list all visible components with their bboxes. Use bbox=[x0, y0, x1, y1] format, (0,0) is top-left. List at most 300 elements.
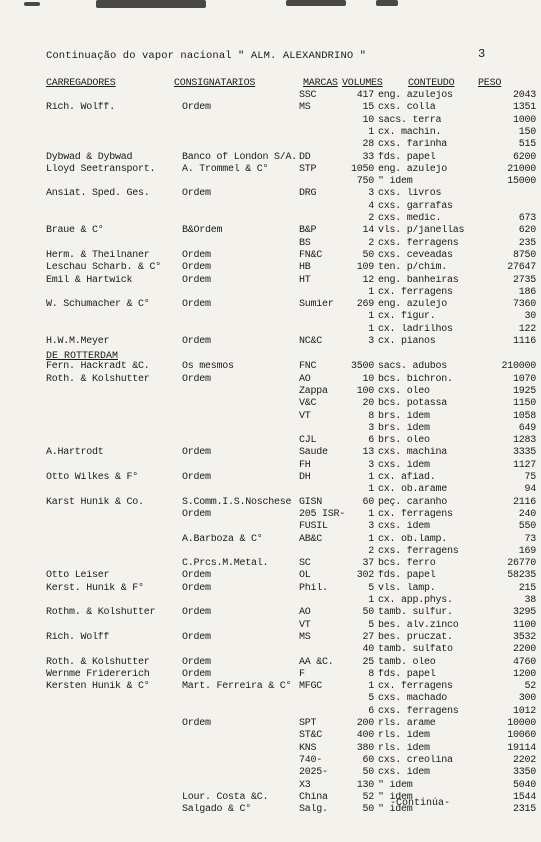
shipper-cell: Rich. Wolff bbox=[46, 631, 110, 643]
shipper-cell: Rothm. & Kolshutter bbox=[46, 607, 156, 619]
weight-cell: 1058 bbox=[512, 410, 536, 422]
weight-cell: 2315 bbox=[512, 804, 536, 816]
table-row bbox=[0, 250, 541, 262]
volumes-cell: 37 bbox=[362, 558, 374, 570]
table-row bbox=[0, 570, 541, 582]
weight-cell: 649 bbox=[518, 422, 536, 434]
weight-cell: 1150 bbox=[512, 398, 536, 410]
marks-cell: 2025- bbox=[299, 767, 328, 779]
table-row bbox=[0, 225, 541, 237]
shipper-cell: Lloyd Seetransport. bbox=[46, 163, 156, 175]
marks-cell: HT bbox=[299, 274, 311, 286]
contents-cell: eng. azulejos bbox=[378, 90, 453, 101]
contents-cell: cx. app.phys. bbox=[378, 595, 453, 606]
marks-cell: KNS bbox=[299, 742, 317, 754]
volumes-cell: 6 bbox=[368, 435, 374, 447]
volumes-cell: 13 bbox=[362, 447, 374, 459]
volumes-cell: 27 bbox=[362, 631, 374, 643]
shipper-cell: Ansiat. Sped. Ges. bbox=[46, 188, 150, 200]
weight-cell: 240 bbox=[518, 508, 536, 520]
consignee-cell: Ordem bbox=[182, 336, 211, 347]
weight-cell: 300 bbox=[518, 693, 536, 705]
weight-cell: 150 bbox=[518, 126, 536, 138]
table-row bbox=[0, 595, 541, 607]
marks-cell: NC&C bbox=[299, 336, 323, 347]
marks-cell: BS bbox=[299, 237, 311, 249]
weight-cell: 3532 bbox=[512, 631, 536, 643]
marks-cell: AO bbox=[299, 373, 311, 385]
volumes-cell: 3 bbox=[368, 188, 374, 200]
consignee-cell: Ordem bbox=[182, 188, 211, 200]
volumes-cell: 2 bbox=[368, 213, 374, 224]
weight-cell: 15000 bbox=[507, 176, 536, 188]
volumes-cell: 15 bbox=[362, 102, 374, 114]
contents-cell: cxs. ceveadas bbox=[378, 249, 453, 261]
table-row bbox=[0, 460, 541, 472]
table-row bbox=[0, 558, 541, 570]
weight-cell: 38 bbox=[524, 595, 536, 606]
weight-cell: 1012 bbox=[512, 705, 536, 717]
section-heading: DE ROTTERDAM bbox=[46, 351, 119, 362]
contents-cell: cxs. idem bbox=[378, 521, 430, 533]
consignee-cell: Ordem bbox=[182, 274, 211, 286]
volumes-cell: 380 bbox=[356, 742, 374, 754]
volumes-cell: 2 bbox=[368, 237, 374, 249]
marks-cell: FUSIL bbox=[299, 521, 328, 533]
table-row bbox=[0, 743, 541, 755]
marks-cell: HB bbox=[299, 262, 311, 274]
table-row bbox=[0, 583, 541, 595]
weight-cell: 210000 bbox=[501, 361, 536, 373]
contents-cell: " idem bbox=[378, 791, 413, 803]
contents-cell: fds. papel bbox=[378, 570, 436, 582]
table-row bbox=[0, 188, 541, 200]
contents-cell: peç. caranho bbox=[378, 496, 448, 508]
marks-cell: FN&C bbox=[299, 249, 323, 261]
volumes-cell: 1 bbox=[368, 323, 374, 335]
weight-cell: 1544 bbox=[512, 791, 536, 803]
contents-cell: cxs. ferragens bbox=[378, 545, 459, 557]
marks-cell: X3 bbox=[299, 779, 311, 791]
table-row bbox=[0, 755, 541, 767]
weight-cell: 1116 bbox=[512, 336, 536, 347]
consignee-cell: Ordem bbox=[182, 570, 211, 582]
volumes-cell: 60 bbox=[362, 496, 374, 508]
contents-cell: bcs. bichron. bbox=[378, 373, 453, 385]
contents-cell: cxs. medic. bbox=[378, 213, 442, 224]
shipper-cell: Otto Leiser bbox=[46, 570, 110, 582]
marks-cell: MS bbox=[299, 102, 311, 114]
volumes-cell: 130 bbox=[356, 779, 374, 791]
table-row bbox=[0, 681, 541, 693]
weight-cell: 5040 bbox=[512, 779, 536, 791]
weight-cell: 26770 bbox=[507, 558, 536, 570]
marks-cell: AO bbox=[299, 607, 311, 619]
table-row bbox=[0, 484, 541, 496]
table-row bbox=[0, 115, 541, 127]
volumes-cell: 50 bbox=[362, 607, 374, 619]
weight-cell: 1200 bbox=[512, 668, 536, 680]
weight-cell: 673 bbox=[518, 213, 536, 224]
table-row bbox=[0, 213, 541, 225]
column-header-carregadores: CARREGADORES bbox=[46, 78, 116, 89]
marks-cell: VT bbox=[299, 410, 311, 422]
contents-cell: cxs. creolina bbox=[378, 754, 453, 766]
marks-cell: ST&C bbox=[299, 730, 323, 742]
contents-cell: cx. ferragens bbox=[378, 681, 453, 693]
shipper-cell: Herm. & Theilnaner bbox=[46, 249, 150, 261]
weight-cell: 4760 bbox=[512, 656, 536, 668]
table-row bbox=[0, 693, 541, 705]
contents-cell: cxs. idem bbox=[378, 459, 430, 471]
shipper-cell: H.W.M.Meyer bbox=[46, 336, 110, 347]
contents-cell: bcs. ferro bbox=[378, 558, 436, 570]
table-row bbox=[0, 238, 541, 250]
column-header-volumes: VOLUMES bbox=[342, 78, 383, 89]
contents-cell: fds. papel bbox=[378, 151, 436, 163]
marks-cell: SPT bbox=[299, 718, 317, 729]
marks-cell: DD bbox=[299, 151, 311, 163]
volumes-cell: 1 bbox=[368, 484, 374, 496]
contents-cell: fds. papel bbox=[378, 668, 436, 680]
weight-cell: 19114 bbox=[507, 742, 536, 754]
contents-cell: brs. idem bbox=[378, 422, 430, 434]
volumes-cell: 750 bbox=[356, 176, 374, 188]
table-row bbox=[0, 632, 541, 644]
contents-cell: sacs. terra bbox=[378, 114, 442, 126]
table-row bbox=[0, 201, 541, 213]
volumes-cell: 50 bbox=[362, 804, 374, 816]
scan-mark bbox=[286, 0, 346, 6]
consignee-cell: Ordem bbox=[182, 299, 211, 311]
consignee-cell: Ordem bbox=[182, 631, 211, 643]
contents-cell: cxs. ferragens bbox=[378, 237, 459, 249]
column-header-peso: PESO bbox=[478, 78, 502, 89]
marks-cell: MS bbox=[299, 631, 311, 643]
weight-cell: 3295 bbox=[512, 607, 536, 619]
marks-cell: 740- bbox=[299, 754, 323, 766]
volumes-cell: 8 bbox=[368, 668, 374, 680]
weight-cell: 21000 bbox=[507, 163, 536, 175]
volumes-cell: 14 bbox=[362, 225, 374, 237]
consignee-cell: A.Barboza & C° bbox=[182, 533, 263, 545]
weight-cell: 186 bbox=[518, 286, 536, 298]
marks-cell: Sumier bbox=[299, 299, 334, 311]
table-row bbox=[0, 521, 541, 533]
volumes-cell: 1 bbox=[368, 286, 374, 298]
volumes-cell: 3 bbox=[368, 422, 374, 434]
weight-cell: 30 bbox=[524, 311, 536, 323]
volumes-cell: 302 bbox=[356, 570, 374, 582]
consignee-cell: Ordem bbox=[182, 249, 211, 261]
volumes-cell: 25 bbox=[362, 656, 374, 668]
column-header-marcas: MARCAS bbox=[303, 78, 338, 89]
table-row bbox=[0, 262, 541, 274]
scan-mark bbox=[24, 2, 40, 6]
table-row bbox=[0, 447, 541, 459]
contents-cell: " idem bbox=[378, 804, 413, 816]
weight-cell: 2200 bbox=[512, 644, 536, 656]
weight-cell: 6200 bbox=[512, 151, 536, 163]
weight-cell: 1925 bbox=[512, 385, 536, 397]
table-row bbox=[0, 509, 541, 521]
weight-cell: 1070 bbox=[512, 373, 536, 385]
table-row bbox=[0, 620, 541, 632]
weight-cell: 2043 bbox=[512, 90, 536, 101]
weight-cell: 52 bbox=[524, 681, 536, 693]
volumes-cell: 50 bbox=[362, 249, 374, 261]
column-header-consignatarios: CONSIGNATARIOS bbox=[174, 78, 256, 89]
marks-cell: STP bbox=[299, 163, 317, 175]
table-row bbox=[0, 361, 541, 373]
weight-cell: 550 bbox=[518, 521, 536, 533]
contents-cell: cx. pianos bbox=[378, 336, 436, 347]
contents-cell: cxs. colla bbox=[378, 102, 436, 114]
weight-cell: 8750 bbox=[512, 249, 536, 261]
marks-cell: B&P bbox=[299, 225, 317, 237]
volumes-cell: 4 bbox=[368, 200, 374, 212]
consignee-cell: Ordem bbox=[182, 668, 211, 680]
shipper-cell: Kerst. Hunik & F° bbox=[46, 582, 144, 594]
table-row bbox=[0, 311, 541, 323]
marks-cell: OL bbox=[299, 570, 311, 582]
contents-cell: vls. lamp. bbox=[378, 582, 436, 594]
weight-cell: 73 bbox=[524, 533, 536, 545]
table-row bbox=[0, 546, 541, 558]
weight-cell: 620 bbox=[518, 225, 536, 237]
consignee-cell: Salgado & C° bbox=[182, 804, 252, 816]
volumes-cell: 2 bbox=[368, 545, 374, 557]
table-row bbox=[0, 657, 541, 669]
contents-cell: bes. alv.zinco bbox=[378, 619, 459, 631]
marks-cell: Salg. bbox=[299, 804, 328, 816]
volumes-cell: 1 bbox=[368, 595, 374, 606]
marks-cell: VT bbox=[299, 619, 311, 631]
shipper-cell: Emil & Hartwick bbox=[46, 274, 133, 286]
weight-cell: 2735 bbox=[512, 274, 536, 286]
table-row bbox=[0, 275, 541, 287]
marks-cell: AB&C bbox=[299, 533, 323, 545]
contents-cell: cxs. ferragens bbox=[378, 705, 459, 717]
volumes-cell: 1 bbox=[368, 508, 374, 520]
consignee-cell: Os mesmos bbox=[182, 361, 234, 373]
volumes-cell: 5 bbox=[368, 619, 374, 631]
contents-cell: cx. afiad. bbox=[378, 472, 436, 483]
volumes-cell: 1 bbox=[368, 472, 374, 483]
table-row bbox=[0, 804, 541, 816]
table-row bbox=[0, 472, 541, 484]
table-row bbox=[0, 176, 541, 188]
contents-cell: rls. idem bbox=[378, 730, 430, 742]
continuation-note: -Continúa- bbox=[390, 798, 451, 809]
shipper-cell: Fern. Hackradt &C. bbox=[46, 361, 150, 373]
shipper-cell: Leschau Scharb. & C° bbox=[46, 262, 162, 274]
consignee-cell: Ordem bbox=[182, 447, 211, 459]
contents-cell: tamb. sulfur. bbox=[378, 607, 453, 619]
contents-cell: cxs. idem bbox=[378, 767, 430, 779]
shipper-cell: Roth. & Kolshutter bbox=[46, 373, 150, 385]
consignee-cell: Ordem bbox=[182, 607, 211, 619]
shipper-cell: Wernme Fridererich bbox=[46, 668, 150, 680]
marks-cell: GISN bbox=[299, 496, 323, 508]
shipper-cell: A.Hartrodt bbox=[46, 447, 104, 459]
marks-cell: Zappa bbox=[299, 385, 328, 397]
contents-cell: brs. oleo bbox=[378, 435, 430, 447]
page-number: 3 bbox=[478, 47, 486, 61]
table-row bbox=[0, 411, 541, 423]
weight-cell: 1351 bbox=[512, 102, 536, 114]
consignee-cell: Banco of London S/A. bbox=[182, 151, 298, 163]
table-row bbox=[0, 90, 541, 102]
table-row bbox=[0, 730, 541, 742]
contents-cell: tamb. sulfato bbox=[378, 644, 453, 656]
table-row bbox=[0, 336, 541, 348]
contents-cell: cx. machin. bbox=[378, 126, 442, 138]
table-row bbox=[0, 398, 541, 410]
consignee-cell: A. Trommel & C° bbox=[182, 163, 269, 175]
marks-cell: CJL bbox=[299, 435, 317, 447]
shipper-cell: Roth. & Kolshutter bbox=[46, 656, 150, 668]
volumes-cell: 8 bbox=[368, 410, 374, 422]
contents-cell: cx. ob.arame bbox=[378, 484, 448, 496]
consignee-cell: Ordem bbox=[182, 373, 211, 385]
weight-cell: 10000 bbox=[507, 718, 536, 729]
volumes-cell: 1050 bbox=[350, 163, 374, 175]
contents-cell: eng. banheiras bbox=[378, 274, 459, 286]
contents-cell: cxs. oleo bbox=[378, 385, 430, 397]
scan-mark bbox=[376, 0, 398, 6]
contents-cell: eng. azulejo bbox=[378, 163, 448, 175]
consignee-cell: B&Ordem bbox=[182, 225, 223, 237]
volumes-cell: 269 bbox=[356, 299, 374, 311]
volumes-cell: 1 bbox=[368, 681, 374, 693]
weight-cell: 2116 bbox=[512, 496, 536, 508]
contents-cell: cx. ferragens bbox=[378, 286, 453, 298]
table-row bbox=[0, 374, 541, 386]
table-row bbox=[0, 139, 541, 151]
contents-cell: tamb. oleo bbox=[378, 656, 436, 668]
weight-cell: 122 bbox=[518, 323, 536, 335]
volumes-cell: 3 bbox=[368, 459, 374, 471]
marks-cell: DRG bbox=[299, 188, 317, 200]
table-row bbox=[0, 792, 541, 804]
contents-cell: eng. azulejo bbox=[378, 299, 448, 311]
table-row bbox=[0, 435, 541, 447]
volumes-cell: 417 bbox=[356, 90, 374, 101]
weight-cell: 1283 bbox=[512, 435, 536, 447]
table-row bbox=[0, 780, 541, 792]
marks-cell: DH bbox=[299, 472, 311, 483]
table-row bbox=[0, 767, 541, 779]
marks-cell: China bbox=[299, 791, 328, 803]
weight-cell: 3350 bbox=[512, 767, 536, 779]
shipper-cell: Kersten Hunik & C° bbox=[46, 681, 150, 693]
consignee-cell: Ordem bbox=[182, 472, 211, 483]
volumes-cell: 1 bbox=[368, 533, 374, 545]
contents-cell: " idem bbox=[378, 779, 413, 791]
table-row bbox=[0, 324, 541, 336]
volumes-cell: 100 bbox=[356, 385, 374, 397]
marks-cell: SC bbox=[299, 558, 311, 570]
scan-mark bbox=[96, 0, 206, 8]
marks-cell: 205 ISR- bbox=[299, 508, 346, 520]
shipper-cell: Dybwad & Dybwad bbox=[46, 151, 133, 163]
table-row bbox=[0, 718, 541, 730]
table-row bbox=[0, 534, 541, 546]
table-row bbox=[0, 164, 541, 176]
contents-cell: sacs. adubos bbox=[378, 361, 448, 373]
consignee-cell: Lour. Costa &C. bbox=[182, 791, 269, 803]
shipper-cell: Rich. Wolff. bbox=[46, 102, 116, 114]
consignee-cell: Mart. Ferreira & C° bbox=[182, 681, 292, 693]
weight-cell: 169 bbox=[518, 545, 536, 557]
volumes-cell: 33 bbox=[362, 151, 374, 163]
contents-cell: vls. p/janellas bbox=[378, 225, 465, 237]
weight-cell: 94 bbox=[524, 484, 536, 496]
consignee-cell: S.Comm.I.S.Noschese bbox=[182, 496, 292, 508]
shipper-cell: Karst Hunik & Co. bbox=[46, 496, 144, 508]
marks-cell: F bbox=[299, 668, 305, 680]
volumes-cell: 3500 bbox=[350, 361, 374, 373]
weight-cell: 7360 bbox=[512, 299, 536, 311]
weight-cell: 27647 bbox=[507, 262, 536, 274]
volumes-cell: 20 bbox=[362, 398, 374, 410]
volumes-cell: 10 bbox=[362, 114, 374, 126]
marks-cell: MFGC bbox=[299, 681, 323, 693]
consignee-cell: C.Prcs.M.Metal. bbox=[182, 558, 269, 570]
contents-cell: cx. ferragens bbox=[378, 508, 453, 520]
weight-cell: 3335 bbox=[512, 447, 536, 459]
weight-cell: 58235 bbox=[507, 570, 536, 582]
shipper-cell: Braue & C° bbox=[46, 225, 104, 237]
document-title: Continuação do vapor nacional " ALM. ALEXANDRINO " bbox=[46, 50, 367, 62]
table-row bbox=[0, 102, 541, 114]
weight-cell: 1000 bbox=[512, 114, 536, 126]
volumes-cell: 5 bbox=[368, 693, 374, 705]
volumes-cell: 40 bbox=[362, 644, 374, 656]
shipper-cell: W. Schumacher & C° bbox=[46, 299, 150, 311]
marks-cell: FNC bbox=[299, 361, 317, 373]
consignee-cell: Ordem bbox=[182, 102, 211, 114]
table-row bbox=[0, 152, 541, 164]
volumes-cell: 28 bbox=[362, 139, 374, 151]
contents-cell: cxs. livros bbox=[378, 188, 442, 200]
marks-cell: V&C bbox=[299, 398, 317, 410]
contents-cell: cx. ladrilhos bbox=[378, 323, 453, 335]
volumes-cell: 10 bbox=[362, 373, 374, 385]
marks-cell: SSC bbox=[299, 90, 317, 101]
weight-cell: 2202 bbox=[512, 754, 536, 766]
contents-cell: cx. ob.lamp. bbox=[378, 533, 448, 545]
contents-cell: ten. p/chim. bbox=[378, 262, 448, 274]
weight-cell: 235 bbox=[518, 237, 536, 249]
volumes-cell: 50 bbox=[362, 767, 374, 779]
volumes-cell: 400 bbox=[356, 730, 374, 742]
weight-cell: 1100 bbox=[512, 619, 536, 631]
consignee-cell: Ordem bbox=[182, 656, 211, 668]
contents-cell: " idem bbox=[378, 176, 413, 188]
weight-cell: 1127 bbox=[512, 459, 536, 471]
volumes-cell: 109 bbox=[356, 262, 374, 274]
volumes-cell: 1 bbox=[368, 126, 374, 138]
consignee-cell: Ordem bbox=[182, 718, 211, 729]
consignee-cell: Ordem bbox=[182, 508, 211, 520]
contents-cell: brs. idem bbox=[378, 410, 430, 422]
shipper-cell: Otto Wilkes & F° bbox=[46, 472, 139, 483]
marks-cell: AA &C. bbox=[299, 656, 334, 668]
volumes-cell: 52 bbox=[362, 791, 374, 803]
volumes-cell: 6 bbox=[368, 705, 374, 717]
